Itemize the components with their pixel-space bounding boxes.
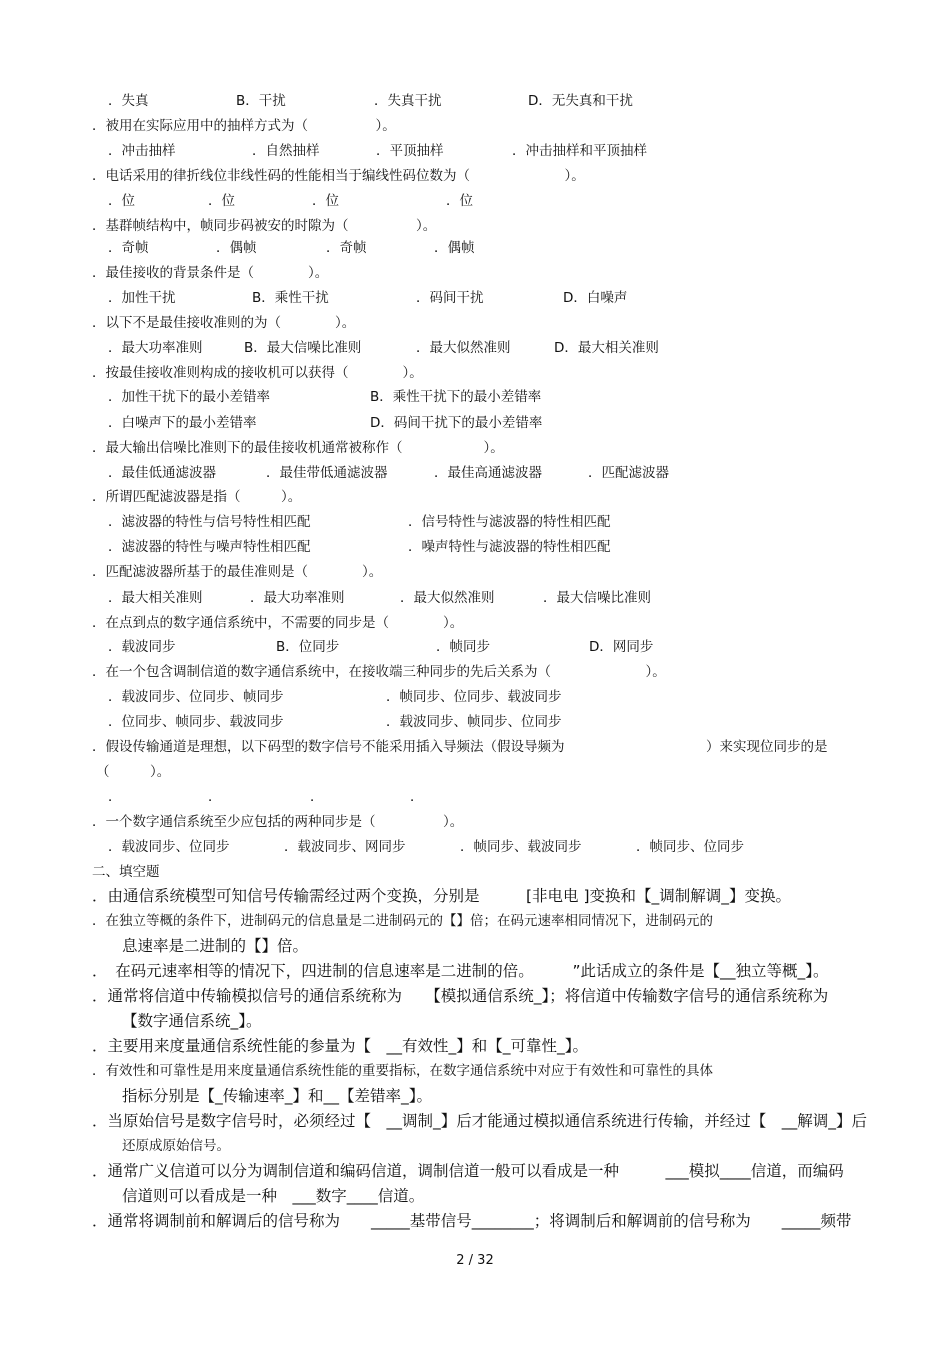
text-segment: 还原成原始信号。 (122, 1138, 230, 1154)
text-segment: ．在独立等概的条件下，进制码元的信息量是二进制码元的【】倍；在码元速率相同情况下，进制码元的 (92, 913, 713, 929)
text-segment: ．被用在实际应用中的抽样方式为（ ）。 (92, 118, 396, 134)
text-segment: ．滤波器的特性与信号特性相匹配 (108, 514, 311, 530)
text-segment: ．最大信噪比准则 (543, 590, 651, 606)
text-segment: D．无失真和干扰 (528, 93, 633, 109)
text-segment: ．载波同步、位同步、帧同步 (108, 689, 284, 705)
text-segment: ．位同步、帧同步、载波同步 (108, 714, 284, 730)
text-segment: ．加性干扰 (108, 290, 176, 306)
text-segment: ．匹配滤波器 (588, 465, 669, 481)
text-segment: ．噪声特性与滤波器的特性相匹配 (408, 539, 611, 555)
text-segment: ．奇帧 (108, 240, 149, 256)
text-segment: D．网同步 (589, 639, 654, 655)
text-segment: ．通常将调制前和解调后的信号称为 _____基带信号________；将调制后和解调前的信号称为 _____频带 (92, 1212, 852, 1230)
text-segment: ．奇帧 (326, 240, 367, 256)
text-segment: 息速率是二进制的【】倍。 (122, 937, 309, 955)
text-segment: ．帧同步 (436, 639, 490, 655)
text-segment: ．载波同步 (108, 639, 176, 655)
text-segment: ．按最佳接收准则构成的接收机可以获得（ ）。 (92, 365, 423, 381)
text-segment: ．偶帧 (434, 240, 475, 256)
text-segment: 指标分别是【_传输速率_】和__【差错率_】。 (122, 1087, 433, 1105)
text-segment: ．位 (312, 193, 339, 209)
text-segment: ． (208, 789, 222, 805)
text-segment: ．最大功率准则 (250, 590, 345, 606)
text-segment: （ ）。 (96, 764, 171, 780)
text-segment: ．白噪声下的最小差错率 (108, 415, 257, 431)
text-segment: ．信号特性与滤波器的特性相匹配 (408, 514, 611, 530)
text-segment: ．平顶抽样 (376, 143, 444, 159)
text-segment: ．冲击抽样 (108, 143, 176, 159)
text-segment: B．干扰 (236, 93, 286, 109)
text-segment: ）来实现位同步的是 (706, 739, 828, 755)
text-segment: ．位 (446, 193, 473, 209)
text-segment: ．自然抽样 (252, 143, 320, 159)
text-segment: 【数字通信系统_】。 (122, 1012, 262, 1030)
text-segment: ．最大似然准则 (400, 590, 495, 606)
text-segment: ．冲击抽样和平顶抽样 (512, 143, 647, 159)
text-segment: ．码间干扰 (416, 290, 484, 306)
text-segment: ．主要用来度量通信系统性能的参量为【 __有效性_】和【_可靠性_】。 (92, 1037, 589, 1055)
text-segment: 信道则可以看成是一种 ___数字____信道。 (122, 1187, 425, 1205)
text-segment: ． (310, 789, 324, 805)
text-segment: ．最大似然准则 (416, 340, 511, 356)
page-number: 2 / 32 (456, 1253, 494, 1268)
text-segment: 二、填空题 (92, 864, 160, 880)
text-segment: ．失真干扰 (374, 93, 442, 109)
text-segment: B．位同步 (276, 639, 340, 655)
text-segment: B．乘性干扰下的最小差错率 (370, 389, 542, 405)
text-segment: ．以下不是最佳接收准则的为（ ）。 (92, 315, 356, 331)
text-segment: ．电话采用的律折线位非线性码的性能相当于编线性码位数为（ ）。 (92, 168, 585, 184)
text-segment: ．当原始信号是数字信号时，必须经过【 __调制_】后才能通过模拟通信系统进行传输，并经过【 __解调_】后 (92, 1112, 868, 1130)
text-segment: ．帧同步、位同步 (636, 839, 744, 855)
text-segment: ．载波同步、网同步 (284, 839, 406, 855)
text-segment: ．在点到点的数字通信系统中，不需要的同步是（ ）。 (92, 615, 464, 631)
text-segment: B．最大信噪比准则 (244, 340, 362, 356)
text-segment: ．载波同步、位同步 (108, 839, 230, 855)
text-segment: ．最佳低通滤波器 (108, 465, 216, 481)
text-segment: ．帧同步、位同步、载波同步 (386, 689, 562, 705)
text-segment: ．所谓匹配滤波器是指（ ）。 (92, 489, 302, 505)
text-segment: ．载波同步、帧同步、位同步 (386, 714, 562, 730)
text-segment: ． (410, 789, 424, 805)
text-segment: ．在一个包含调制信道的数字通信系统中，在接收端三种同步的先后关系为（ ）。 (92, 664, 666, 680)
text-segment: ．有效性和可靠性是用来度量通信系统性能的重要指标，在数字通信系统中对应于有效性和可靠性的具体 (92, 1063, 713, 1079)
text-segment: ．最佳接收的背景条件是（ ）。 (92, 265, 329, 281)
text-segment: ．偶帧 (216, 240, 257, 256)
text-segment: ．一个数字通信系统至少应包括的两种同步是（ ）。 (92, 814, 464, 830)
text-segment: D．码间干扰下的最小差错率 (370, 415, 543, 431)
text-segment: B．乘性干扰 (252, 290, 329, 306)
text-segment: ．最佳高通滤波器 (434, 465, 542, 481)
text-segment: ．最大功率准则 (108, 340, 203, 356)
text-segment: ．最大输出信噪比准则下的最佳接收机通常被称作（ ）。 (92, 440, 504, 456)
text-segment: ．位 (208, 193, 235, 209)
text-segment: ．假设传输通道是理想，以下码型的数字信号不能采用插入导频法（假设导频为 (92, 739, 565, 755)
text-segment: ．失真 (108, 93, 149, 109)
text-segment: ．匹配滤波器所基于的最佳准则是（ ）。 (92, 564, 383, 580)
text-segment: ．加性干扰下的最小差错率 (108, 389, 270, 405)
text-segment: ．滤波器的特性与噪声特性相匹配 (108, 539, 311, 555)
text-segment: D．最大相关准则 (554, 340, 659, 356)
text-segment: D．白噪声 (563, 290, 628, 306)
text-segment: ．帧同步、载波同步 (460, 839, 582, 855)
text-segment: ． (108, 789, 122, 805)
text-segment: ．通常将信道中传输模拟信号的通信系统称为 【模拟通信系统_】；将信道中传输数字信号的通信系统称为 (92, 987, 829, 1005)
text-segment: ．最佳带低通滤波器 (266, 465, 388, 481)
text-segment: ．由通信系统模型可知信号传输需经过两个变换，分别是 [非电电 ]变换和【_调制解调_】变换。 (92, 887, 792, 905)
text-segment: ．位 (108, 193, 135, 209)
text-segment: ．最大相关准则 (108, 590, 203, 606)
text-segment: ．基群帧结构中，帧同步码被安的时隙为（ ）。 (92, 218, 437, 234)
text-segment: ．通常广义信道可以分为调制信道和编码信道，调制信道一般可以看成是一种 ___模拟____信道，而编码 (92, 1162, 844, 1180)
text-segment: ． 在码元速率相等的情况下，四进制的信息速率是二进制的倍。 ”此话成立的条件是【__独立等概_】。 (92, 962, 829, 980)
